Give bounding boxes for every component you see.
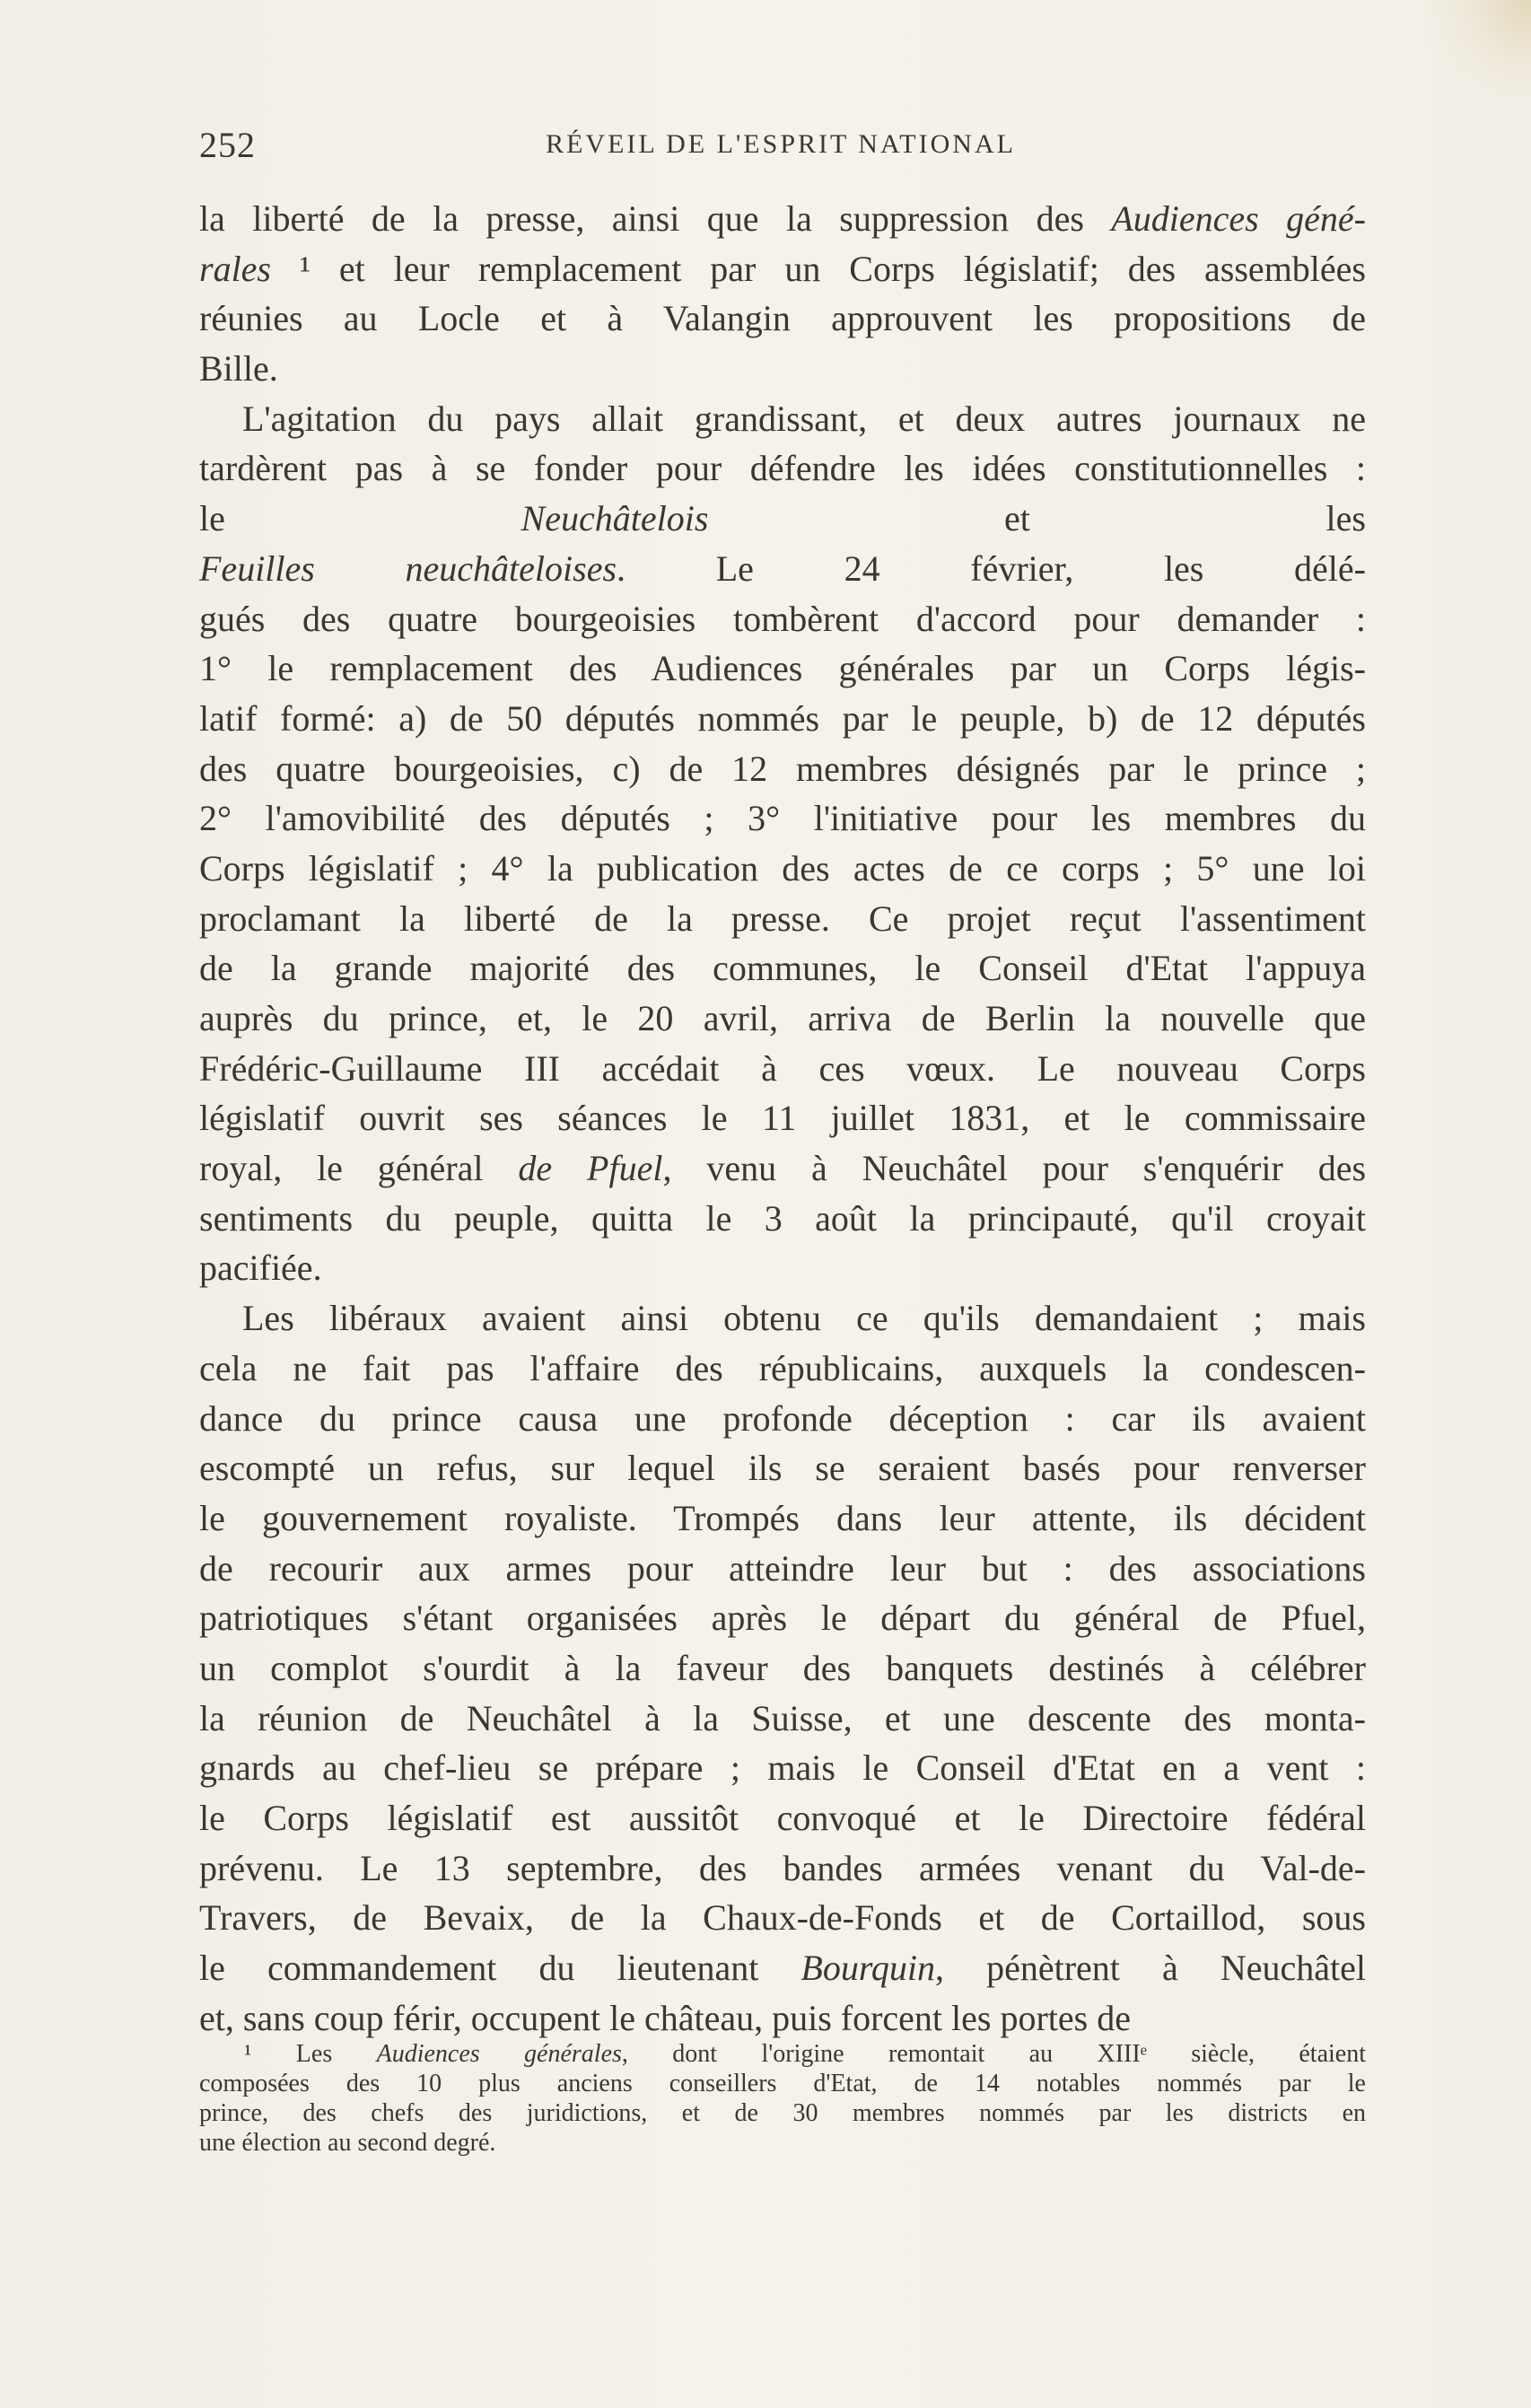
text-line: [199, 1993, 1366, 2044]
text-line: [199, 1344, 1366, 1394]
page-number: 252: [199, 125, 256, 165]
text-run: prévenu. Le 13 septembre, des bandes armées venant du Val-de-: [199, 1847, 1366, 1888]
text-run: gnards au chef-lieu se prépare ; mais le Conseil d'Etat en a vent :: [199, 1747, 1366, 1789]
text-line: [199, 293, 1366, 344]
text-run: la réunion de Neuchâtel à la Suisse, et une descente des monta-: [199, 1697, 1366, 1738]
text-line: [199, 1194, 1366, 1244]
text-line: [199, 1044, 1366, 1094]
text-run: 1° le remplacement des Audiences générales par un Corps légis-: [199, 648, 1366, 689]
text-line: [199, 1243, 1366, 1293]
text-run: composées des 10 plus anciens conseillers d'Etat, de 14 notables nommés par le: [199, 2070, 1366, 2097]
text-run: Bille.: [199, 348, 278, 390]
text-line: [199, 1293, 1366, 1344]
text-run: une élection au second degré.: [199, 2129, 496, 2157]
text-run: le: [199, 498, 521, 539]
text-line: [199, 1843, 1366, 1894]
text-line: [199, 1893, 1366, 1943]
text-line: [199, 994, 1366, 1044]
text-run: royal, le général: [199, 1148, 519, 1189]
italic-text: Bourquin: [800, 1948, 936, 1989]
page-corner-stain: [1423, 0, 1531, 108]
footnote-line: [199, 2039, 1366, 2069]
text-run: réunies au Locle et à Valangin approuvent les propositions de: [199, 298, 1366, 339]
text-run: ¹ Les: [244, 2040, 377, 2068]
body-text: [199, 194, 1366, 2043]
text-run: législatif ouvrit ses séances le 11 juillet 1831, et le commissaire: [199, 1098, 1366, 1139]
text-run: ¹ et leur remplacement par un Corps législatif; des assemblées: [271, 248, 1366, 289]
text-line: [199, 644, 1366, 694]
text-run: Corps législatif ; 4° la publication des actes de ce corps ; 5° une loi: [199, 847, 1366, 889]
text-run: de recourir aux armes pour atteindre leur but : des associations: [199, 1547, 1366, 1589]
italic-text: Neuchâtelois: [521, 498, 709, 539]
text-line: [199, 943, 1366, 994]
italic-text: de Pfuel: [518, 1148, 663, 1189]
page-header: [197, 124, 1364, 178]
text-run: . Le 24 février, les délé-: [617, 547, 1366, 589]
text-run: le Corps législatif est aussitôt convoqué et le Directoire fédéral: [199, 1798, 1366, 1838]
text-run: , venu à Neuchâtel pour s'enquérir des: [662, 1148, 1367, 1189]
text-run: la liberté de la presse, ainsi que la suppression des: [199, 198, 1112, 239]
text-line: [199, 1093, 1366, 1143]
text-run: latif formé: a) de 50 députés nommés par le peuple, b) de 12 députés: [199, 697, 1366, 739]
text-line: [199, 744, 1366, 794]
text-run: Les libéraux avaient ainsi obtenu ce qu'ils demandaient ; mais: [242, 1298, 1366, 1339]
footnote-line: [199, 2069, 1366, 2098]
text-line: [199, 1443, 1366, 1493]
text-run: gués des quatre bourgeoisies tombèrent d'accord pour demander :: [199, 598, 1366, 639]
text-run: , dont l'origine remontait au XIIIᵉ siècle, étaient: [621, 2040, 1367, 2068]
text-run: auprès du prince, et, le 20 avril, arriva de Berlin la nouvelle que: [199, 998, 1366, 1038]
text-run: patriotiques s'étant organisées après le départ du général de Pfuel,: [199, 1598, 1366, 1639]
text-line: [199, 1743, 1366, 1793]
text-line: [199, 1394, 1366, 1444]
text-line: [199, 344, 1366, 394]
text-run: escompté un refus, sur lequel ils se seraient basés pour renverser: [199, 1448, 1366, 1489]
text-run: pacifiée.: [199, 1248, 322, 1289]
italic-text: Audiences générales: [376, 2040, 622, 2068]
text-line: [199, 1593, 1366, 1643]
text-run: des quatre bourgeoisies, c) de 12 membres désignés par le prince ;: [199, 748, 1366, 789]
text-line: [199, 194, 1366, 244]
text-run: proclamant la liberté de la presse. Ce projet reçut l'assentiment: [199, 898, 1366, 939]
text-line: [199, 1643, 1366, 1694]
text-line: [199, 1943, 1366, 1993]
footnote-line: [199, 2098, 1366, 2128]
text-run: et les: [708, 498, 1366, 539]
italic-text: Audiences géné-: [1111, 198, 1366, 239]
text-run: cela ne fait pas l'affaire des républicains, auxquels la condescen-: [199, 1347, 1366, 1388]
text-run: le commandement du lieutenant: [199, 1948, 801, 1989]
text-line: [199, 694, 1366, 744]
text-line: [199, 1493, 1366, 1544]
text-line: [199, 544, 1366, 594]
text-line: [199, 244, 1366, 294]
italic-text: rales: [199, 248, 271, 289]
text-run: sentiments du peuple, quitta le 3 août la principauté, qu'il croyait: [199, 1197, 1366, 1239]
text-line: [199, 494, 1366, 544]
text-run: prince, des chefs des juridictions, et de 30 membres nommés par les districts en: [199, 2099, 1366, 2127]
text-line: [199, 793, 1366, 844]
text-run: dance du prince causa une profonde déception : car ils avaient: [199, 1397, 1366, 1439]
text-run: 2° l'amovibilité des députés ; 3° l'initiative pour les membres du: [199, 798, 1366, 839]
text-run: un complot s'ourdit à la faveur des banquets destinés à célébrer: [199, 1647, 1366, 1688]
text-run: et, sans coup férir, occupent le château, puis forcent les portes de: [199, 1997, 1131, 2038]
text-run: Travers, de Bevaix, de la Chaux-de-Fonds et de Cortaillod, sous: [199, 1897, 1366, 1939]
text-line: [199, 1544, 1366, 1594]
running-title: RÉVEIL DE L'ESPRIT NATIONAL: [546, 129, 1016, 159]
italic-text: Feuilles neuchâteloises: [199, 547, 617, 589]
footnote-line: [199, 2128, 1366, 2158]
text-run: tardèrent pas à se fonder pour défendre les idées constitutionnelles :: [199, 448, 1366, 489]
text-line: [199, 394, 1366, 444]
text-run: de la grande majorité des communes, le Conseil d'Etat l'appuya: [199, 948, 1366, 989]
text-run: Frédéric-Guillaume III accédait à ces vœux. Le nouveau Corps: [199, 1047, 1366, 1089]
text-run: , pénètrent à Neuchâtel: [935, 1948, 1366, 1989]
text-run: L'agitation du pays allait grandissant, et deux autres journaux ne: [242, 398, 1366, 439]
footnote: [199, 2039, 1366, 2158]
text-line: [199, 894, 1366, 944]
text-line: [199, 844, 1366, 894]
text-line: [199, 1694, 1366, 1744]
text-line: [199, 594, 1366, 644]
text-line: [199, 1793, 1366, 1843]
text-line: [199, 1143, 1366, 1194]
text-run: le gouvernement royaliste. Trompés dans leur attente, ils décident: [199, 1497, 1366, 1538]
text-line: [199, 443, 1366, 494]
